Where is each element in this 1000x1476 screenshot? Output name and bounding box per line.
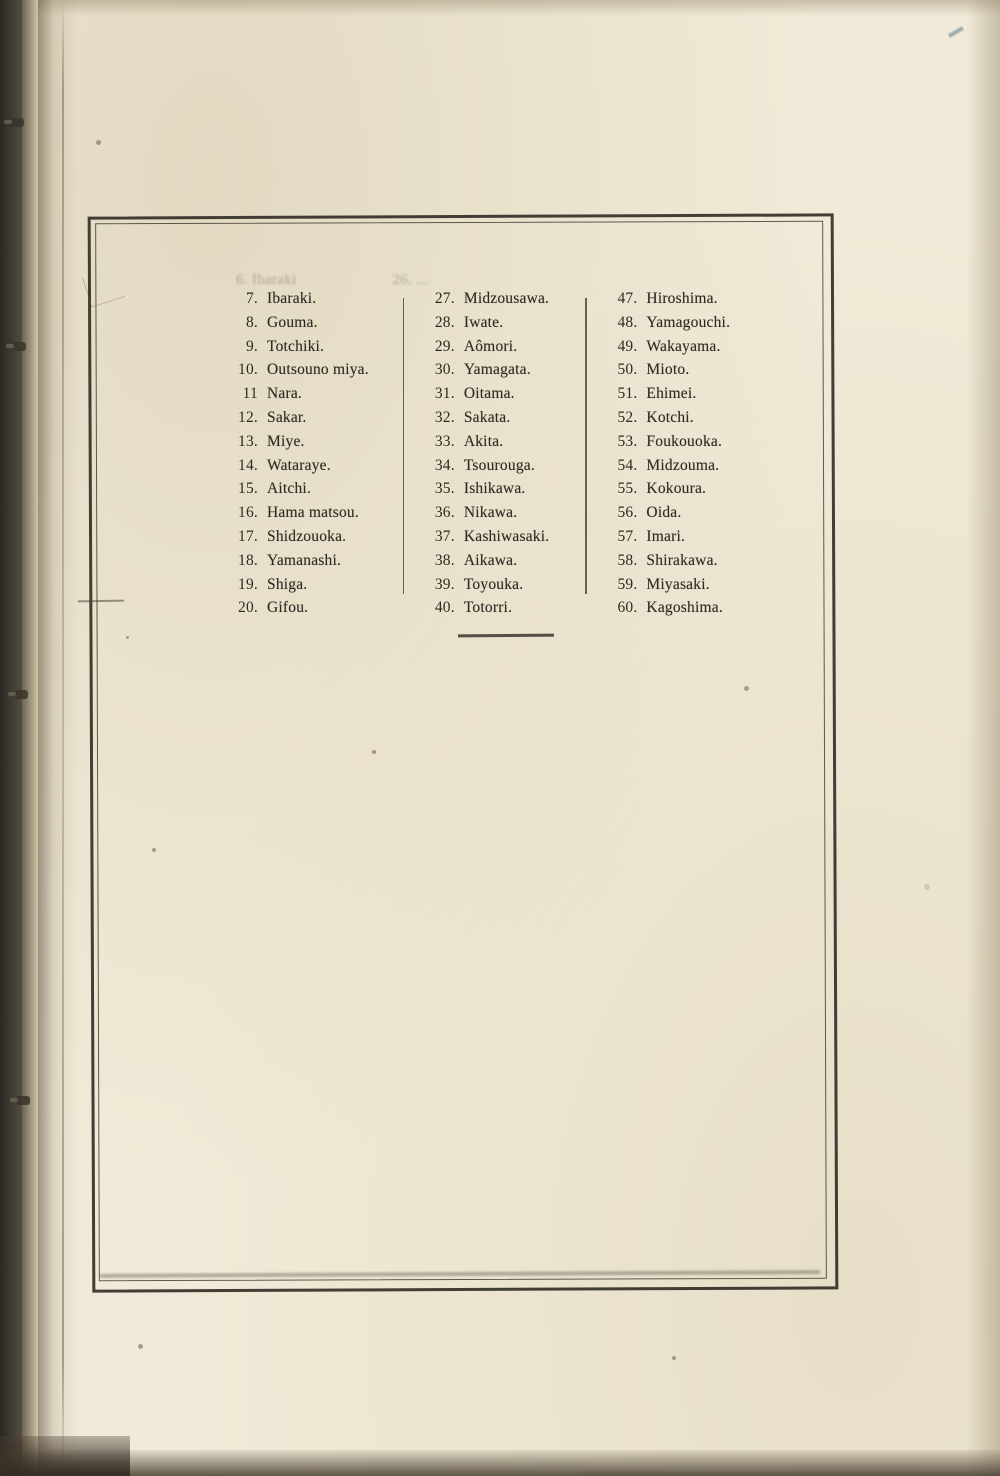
list-item (228, 409, 385, 433)
list-item (425, 528, 568, 552)
item-name: Wataraye. (267, 456, 331, 474)
item-number: 17. (238, 527, 258, 545)
list-item (425, 409, 568, 433)
item-number: 40. (434, 599, 455, 617)
item-name: Miye. (267, 432, 305, 450)
item-number: 18. (238, 551, 258, 569)
list-item (425, 576, 568, 600)
item-number: 19. (238, 575, 258, 593)
item-number: 16. (238, 504, 258, 522)
column-divider (585, 298, 586, 594)
list-item (228, 314, 385, 338)
item-name: Toyouka. (463, 575, 524, 593)
item-name: Wakayama. (646, 337, 721, 355)
paper-right-edge-shadow (966, 0, 1000, 1476)
item-number: 34. (434, 456, 455, 474)
list-item (228, 385, 385, 409)
list-item (228, 338, 385, 362)
item-number: 48. (617, 313, 638, 331)
item-number: 27. (434, 290, 455, 307)
item-number: 60. (617, 599, 638, 617)
item-number: 7. (245, 290, 258, 307)
list-item (228, 433, 385, 457)
item-name: Totorri. (463, 599, 513, 617)
list-item (228, 457, 385, 481)
list-item (228, 576, 385, 600)
item-name: Midzouma. (646, 456, 720, 474)
item-number: 39. (434, 575, 455, 593)
item-number: 52. (617, 408, 638, 426)
item-name: Kashiwasaki. (463, 527, 550, 545)
item-number: 15. (238, 480, 258, 498)
paper-speck (138, 1344, 143, 1349)
item-number: 37. (434, 527, 455, 545)
item-name: Gifou. (267, 599, 309, 617)
item-number: 11 (242, 385, 258, 403)
list-item (607, 480, 750, 504)
item-name: Iwate. (463, 313, 504, 331)
item-name: Kotchi. (646, 408, 694, 426)
item-number: 13. (238, 432, 258, 450)
item-number: 58. (617, 551, 638, 569)
book-spine-edge (22, 0, 38, 1476)
item-number: 35. (434, 480, 455, 498)
list-item (228, 361, 385, 385)
item-name: Gouma. (267, 313, 318, 331)
item-number: 9. (245, 337, 258, 355)
list-item (425, 361, 568, 385)
list-item (425, 504, 568, 528)
paper-speck (126, 636, 129, 639)
item-number: 36. (434, 504, 455, 522)
item-number: 53. (617, 432, 638, 450)
item-name: Shiga. (267, 575, 308, 593)
list-item (607, 314, 750, 338)
list-item (607, 338, 750, 362)
list-item (607, 599, 750, 623)
item-name: Aikawa. (463, 551, 518, 569)
item-number: 57. (617, 527, 638, 545)
item-name: Kokoura. (646, 480, 707, 498)
item-name: Totchiki. (267, 337, 325, 355)
item-number: 31. (434, 385, 455, 403)
item-number: 54. (617, 456, 638, 474)
item-name: Kagoshima. (646, 599, 723, 617)
list-item (607, 576, 750, 600)
paper-speck (744, 686, 749, 691)
binding-stitch (14, 690, 28, 699)
item-name: Yamagouchi. (646, 313, 731, 331)
paper-speck (96, 140, 101, 145)
list-item (607, 504, 750, 528)
item-name: Foukouoka. (646, 432, 723, 450)
book-board-bottom (0, 1450, 1000, 1476)
list-item (228, 599, 385, 623)
item-number: 55. (617, 480, 638, 498)
list-item (607, 385, 750, 409)
list-item (425, 457, 568, 481)
list-item (228, 290, 385, 314)
item-name: Tsourouga. (463, 456, 535, 474)
item-number: 32. (434, 408, 455, 426)
list-item (228, 528, 385, 552)
list-item (425, 552, 568, 576)
prefecture-list (228, 290, 768, 623)
item-name: Oitama. (463, 385, 515, 403)
item-name: Imari. (646, 527, 686, 545)
item-number: 38. (434, 551, 455, 569)
item-number: 29. (434, 337, 455, 355)
item-number: 12. (238, 408, 258, 426)
list-item (425, 314, 568, 338)
item-number: 51. (617, 385, 638, 403)
ghost-text-row (236, 272, 656, 289)
item-number: 47. (617, 290, 638, 307)
paper-top-edge-shadow (0, 0, 1000, 16)
binding-stitch (12, 342, 26, 351)
list-column-2 (403, 290, 586, 623)
item-number: 10. (238, 361, 258, 379)
binding-thread (62, 0, 64, 1476)
item-name: Oida. (646, 504, 682, 522)
item-name: Aitchi. (267, 480, 312, 498)
paper-speck (924, 884, 930, 890)
item-name: Outsouno miya. (267, 361, 369, 379)
item-name: Ehimei. (646, 385, 697, 403)
list-item (607, 528, 750, 552)
item-name: Nara. (267, 385, 302, 403)
list-item (607, 290, 750, 314)
gutter-shadow (38, 0, 78, 1476)
item-name: Mioto. (646, 361, 690, 379)
item-name: Miyasaki. (646, 575, 710, 593)
list-column-1 (228, 290, 403, 623)
column-divider (403, 298, 404, 594)
item-number: 30. (434, 361, 455, 379)
ghost-text-right: 26. ... (392, 272, 429, 288)
item-name: Ibaraki. (267, 290, 317, 307)
item-number: 59. (617, 575, 638, 593)
item-name: Hiroshima. (646, 290, 718, 307)
list-item (425, 385, 568, 409)
item-name: Nikawa. (463, 504, 518, 522)
list-item (425, 480, 568, 504)
item-number: 56. (617, 504, 638, 522)
item-name: Akita. (463, 432, 504, 450)
list-item (425, 290, 568, 314)
list-item (425, 433, 568, 457)
item-name: Aômori. (463, 337, 518, 355)
paper-speck (152, 848, 156, 852)
paper-speck (672, 1356, 676, 1360)
list-item (607, 457, 750, 481)
list-item (607, 361, 750, 385)
list-item (425, 338, 568, 362)
item-number: 14. (238, 456, 258, 474)
item-name: Ishikawa. (463, 480, 526, 498)
item-name: Yamagata. (463, 361, 531, 379)
list-item (607, 433, 750, 457)
list-column-3 (585, 290, 768, 623)
list-item (425, 599, 568, 623)
item-number: 20. (238, 599, 258, 617)
book-binding (0, 0, 22, 1476)
item-number: 8. (245, 313, 258, 331)
book-board-corner (0, 1436, 130, 1476)
item-name: Sakar. (267, 408, 307, 426)
item-name: Midzousawa. (463, 290, 550, 307)
list-item (607, 552, 750, 576)
list-item (228, 480, 385, 504)
binding-stitch (10, 118, 24, 127)
item-name: Shirakawa. (646, 551, 718, 569)
list-item (607, 409, 750, 433)
paper-speck (372, 750, 376, 754)
list-item (228, 504, 385, 528)
item-name: Sakata. (463, 408, 511, 426)
item-number: 28. (434, 313, 455, 331)
item-name: Shidzouoka. (267, 527, 347, 545)
binding-stitch (16, 1096, 30, 1105)
item-name: Hama matsou. (267, 504, 359, 522)
list-item (228, 552, 385, 576)
item-number: 50. (617, 361, 638, 379)
item-name: Yamanashi. (267, 551, 342, 569)
item-number: 33. (434, 432, 455, 450)
item-number: 49. (617, 337, 638, 355)
ghost-text-left: 6. Ibaraki (236, 272, 297, 288)
